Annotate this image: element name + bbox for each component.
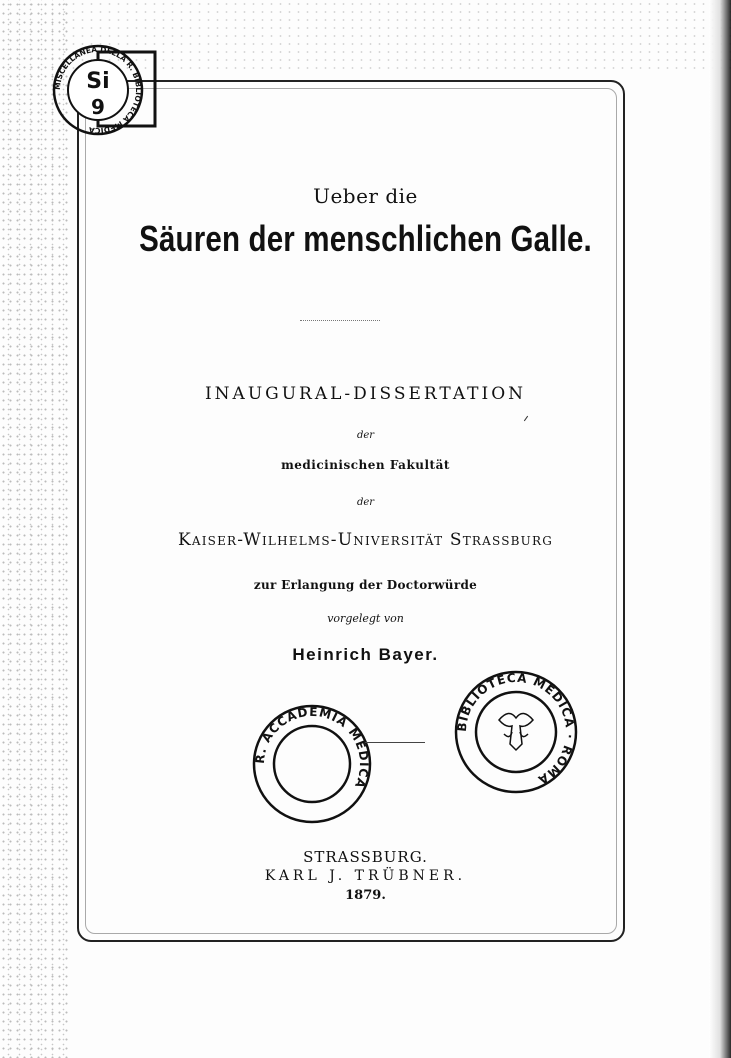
title-pre: Ueber die bbox=[313, 184, 418, 208]
faculty-line: medicinischen Fakultät bbox=[281, 458, 450, 472]
stamp-shelf-mark: Si bbox=[86, 69, 110, 94]
author-name: Heinrich Bayer. bbox=[292, 645, 439, 664]
imprint-city: STRASSBURG. bbox=[303, 848, 428, 866]
imprint-year: 1879. bbox=[345, 888, 386, 903]
presented-by-line: vorgelegt von bbox=[327, 612, 404, 625]
ornamental-divider bbox=[300, 320, 380, 321]
short-rule bbox=[365, 742, 425, 743]
stamp-right-ring-text: BIBLIOTECA MEDICA · ROMA bbox=[454, 670, 578, 788]
der-line-1: der bbox=[356, 430, 375, 441]
scan-noise-top bbox=[60, 0, 731, 70]
imprint-publisher: KARL J. TRÜBNER. bbox=[264, 868, 467, 884]
der-line-2: der bbox=[356, 497, 375, 508]
dissertation-heading: INAUGURAL-DISSERTATION bbox=[204, 384, 527, 404]
university-line: Kaiser-Wilhelms-Universität Strassburg bbox=[177, 530, 554, 550]
purpose-line: zur Erlangung der Doctorwürde bbox=[253, 578, 478, 592]
eagle-emblem-icon bbox=[499, 713, 533, 750]
page-title: Säuren der menschlichen Galle. bbox=[139, 218, 592, 259]
library-stamp-top-left bbox=[38, 44, 158, 136]
stamp-center-ring-text: R. ACCADEMIA MEDICA bbox=[252, 704, 372, 791]
library-stamp-right bbox=[454, 670, 578, 794]
academy-stamp-center bbox=[252, 704, 372, 824]
svg-text:R. ACCADEMIA MEDICA bbox=[253, 705, 371, 791]
stamp-top-left-ring-text: MISCELLANEA DELLA R. BIBLIOTECA MEDICA bbox=[52, 44, 144, 136]
stamp-shelf-number: 9 bbox=[91, 95, 105, 119]
